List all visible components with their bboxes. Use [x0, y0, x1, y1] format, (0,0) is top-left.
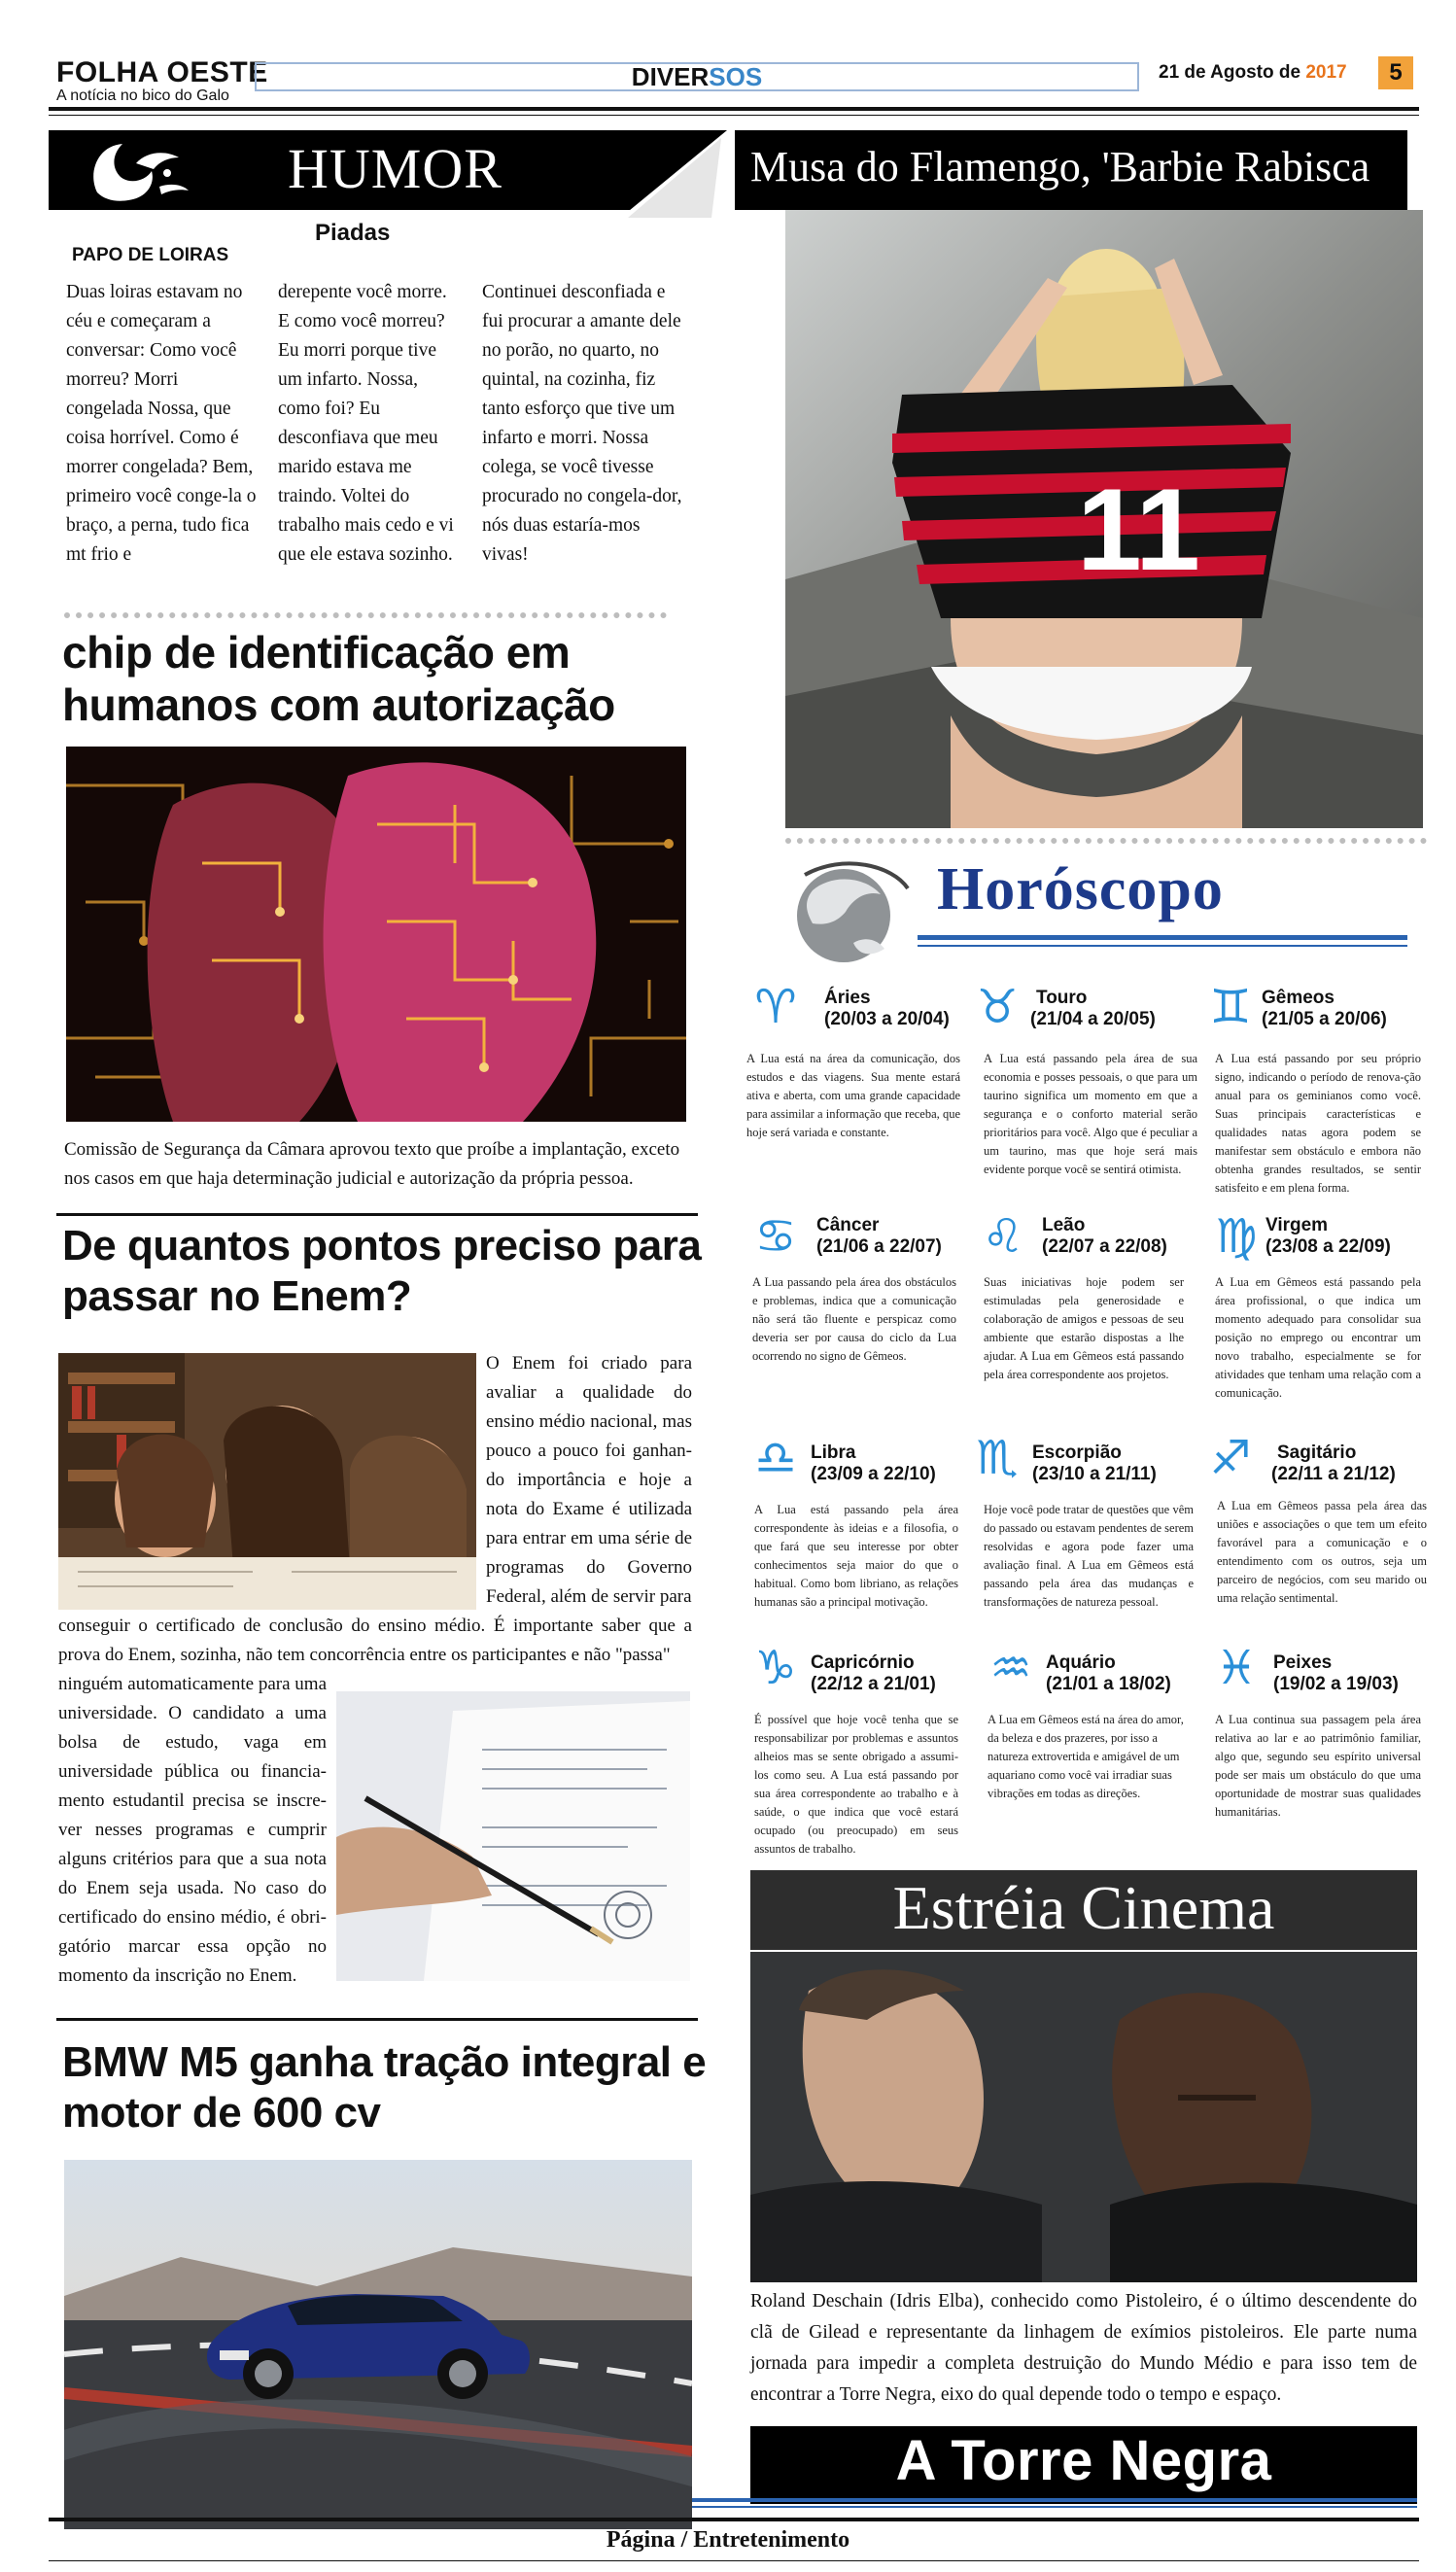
sign-text: A Lua continua sua passagem pela área relativa ao lar e ao patrimônio familiar, algo que, segundo seu espírito universal pode ser mais um obstáculo do que uma oportunidade de mostrar suas qualidades humanitárias. — [1215, 1713, 1421, 1819]
chip-rule — [56, 1213, 698, 1216]
sign-name: Capricórnio — [811, 1652, 915, 1673]
footer-label: Página / Entretenimento — [606, 2527, 850, 2553]
enem-paragraph-2: ninguém automaticamente para uma universidade. O candidato a uma bolsa de estudo, vaga em universidade pública ou financia-mento estudantil precisa se inscre-ver nesses programas e cumprir alguns critérios para que a sua nota do Enem seja usada. No caso do certificado do ensino médio, é obri-gatório marcar essa opção no momento da inscrição no Enem. — [58, 1674, 327, 1986]
issue-year: 2017 — [1305, 62, 1347, 83]
joke-title: PAPO DE LOIRAS — [72, 245, 229, 265]
chip-headline: chip de identificação em humanos com autorização — [62, 627, 615, 731]
sign-dates: (22/12 a 21/01) — [811, 1674, 936, 1694]
sign-name: Virgem — [1265, 1215, 1329, 1235]
header-rule — [49, 107, 1419, 111]
bmw-headline: BMW M5 ganha tração integral e motor de 600 cv — [62, 2038, 707, 2137]
sign-text: A Lua está passando pela área correspondente às ideias e a filosofia, o que fará que seu interesse por obter conhecimentos seja maior do que o habitual. Como bom libriano, as relações humanas são a principal motivação. — [754, 1503, 958, 1609]
footer-rule-thin — [49, 2560, 1419, 2561]
bottom-blue-rule-2 — [692, 2506, 1417, 2508]
sign-name: Escorpião — [1032, 1442, 1122, 1463]
sign-text: A Lua em Gêmeos passa pela área das uniões e associações o que tem um efeito favorável para a comunicação e o entendimento com os outros, seja um parceiro de negócios, com seu marido ou uma relação sentimental. — [1217, 1499, 1427, 1605]
horoscope-rule-2 — [918, 945, 1407, 947]
sign-dates: (21/06 a 22/07) — [816, 1236, 942, 1257]
musa-divider — [785, 838, 1427, 844]
issue-date — [1159, 62, 1347, 84]
sign-text: A Lua passando pela área dos obstáculos e problemas, indica que a comunicação não será tão fluente e perspicaz como deveria ser por causa do ciclo da Lua ocorrendo no signo de Gêmeos. — [752, 1275, 956, 1363]
section-label — [255, 62, 1139, 91]
taurus-icon: ♉ — [976, 980, 1019, 1034]
aquarius-icon: ♒ — [989, 1641, 1032, 1695]
musa-photo — [785, 210, 1423, 828]
movie-still-photo — [750, 1952, 1417, 2282]
sign-dates: (23/09 a 22/10) — [811, 1464, 936, 1484]
brand-name: FOLHA OESTE — [56, 56, 268, 88]
bmw-car-photo — [64, 2160, 692, 2529]
exam-paper-photo — [336, 1691, 690, 1981]
pisces-icon: ♓ — [1215, 1641, 1258, 1695]
enem-paragraph-1: O Enem foi criado para avaliar a qualidade do ensino médio nacional, mas pouco a pouco foi ganhan-do importância e hoje a nota do Exame é utilizada para entrar em uma série de programas do Governo Federal, além de servir para — [486, 1353, 692, 1607]
page-number: 5 — [1378, 56, 1413, 89]
sign-dates: (23/08 a 22/09) — [1265, 1236, 1391, 1257]
enem-headline: De quantos pontos preciso para passar no Enem? — [62, 1222, 702, 1320]
sagittarius-icon: ♐ — [1209, 1431, 1252, 1485]
sign-name: Peixes — [1273, 1652, 1333, 1673]
enem-students-photo — [58, 1353, 476, 1610]
leo-icon: ♌ — [982, 1209, 1024, 1264]
joke-column-1: Duas loiras estavam no céu e começaram a conversar: Como você morreu? Morri congelada Nossa, que coisa horrível. Como é morrer congelada? Bem, primeiro você conge-la o braço, a perna, tudo fica mt frio e — [66, 282, 257, 565]
scorpio-icon: ♏ — [976, 1431, 1019, 1485]
issue-date-text: 21 de Agosto de — [1159, 62, 1306, 83]
sign-name: Touro — [1036, 988, 1088, 1008]
sign-text: A Lua em Gêmeos está na área do amor, da beleza e dos prazeres, por isso a natureza extrovertida e amigável de um aquariano como você vai irradiar suas vibrações em todas as direções. — [988, 1713, 1184, 1800]
sign-text: Suas iniciativas hoje podem ser estimuladas pela generosidade e colaboração de amigos e pessoas de seu ambiente que estarão dispostas a lhe ajudar. A Lua em Gêmeos está passando pela área correspondente aos projetos. — [984, 1275, 1184, 1381]
bar-divider-slash — [618, 130, 735, 227]
capricorn-icon: ♑ — [754, 1641, 797, 1695]
header-rule-thin — [49, 115, 1419, 116]
sign-text: A Lua está passando por seu próprio signo, indicando o período de renova-ção anual para os geminianos como você. Suas principais características e qualidades natas agora podem se manifestar sem obstáculo e embora não obtenha grandes resultados, se sentir satisfeito e em plena forma. — [1215, 1052, 1421, 1195]
sign-dates: (19/02 a 19/03) — [1273, 1674, 1399, 1694]
sign-dates: (21/04 a 20/05) — [1030, 1009, 1156, 1029]
joke-column-3: Continuei desconfiada e fui procurar a amante dele no porão, no quarto, no quintal, na cozinha, fiz tanto esforço que tive um infarto e morri. Nossa colega, se você tivesse procurado no congela-dor, nós duas estaría-mos vivas! — [482, 282, 682, 565]
chip-photo — [66, 747, 686, 1122]
cancer-icon: ♋ — [754, 1209, 797, 1264]
aries-icon: ♈ — [754, 980, 797, 1034]
virgo-icon: ♍ — [1215, 1209, 1258, 1264]
svg-text:11: 11 — [1077, 465, 1200, 595]
enem-paragraph-wide: conseguir o certificado de conclusão do ensino médio. É importante saber que a prova do Enem, sozinha, não tem concorrência entre os participantes e não "passa" — [58, 1616, 692, 1665]
sign-name: Sagitário — [1277, 1442, 1357, 1463]
humor-logo-icon — [78, 134, 194, 208]
movie-title: A Torre Negra — [895, 2429, 1272, 2492]
cinema-text: Roland Deschain (Idris Elba), conhecido como Pistoleiro, é o último descendente do clã de Gilead e representante da linhagem de exímios pistoleiros. Ele parte numa jornada para impedir a completa destruição do Mundo Médio e para isso tem de encontrar a Torre Negra, eixo do qual depende todo o tempo e espaço. — [750, 2291, 1417, 2405]
enem-rule — [56, 2018, 698, 2021]
musa-title: Musa do Flamengo, 'Barbie Rabisca — [750, 143, 1370, 191]
horoscope-title: Horóscopo — [937, 856, 1224, 922]
sign-text: A Lua em Gêmeos está passando pela área profissional, o que indica um momento adequado para consolidar sua posição no emprego ou encontrar um novo trabalho, especialmente se for atividades que tenham uma relação com a comunicação. — [1215, 1275, 1421, 1400]
sign-name: Áries — [824, 988, 871, 1008]
section-label-part1: DIVER — [631, 61, 710, 91]
joke-column-2: derepente você morre. E como você morreu? Eu morri porque tive um infarto. Nossa, como foi? Eu desconfiava que meu marido estava me traindo. Voltei do trabalho mais cedo e vi que ele estava sozinho. — [278, 282, 454, 565]
section-label-part2: SOS — [709, 61, 763, 91]
sign-text: A Lua está passando pela área de sua economia e posses pessoais, o que para um taurino significa um momento em que a segurança e o conforto material serão prioritários para você. Algo que é peculiar a um taurino, mas que hoje será mais evidente porque você se sentirá otimista. — [984, 1052, 1197, 1176]
horoscope-globe-icon — [785, 855, 912, 968]
sign-text: É possível que hoje você tenha que se responsabilizar por problemas e assuntos alheios mas se sente obrigado a assumi-los como seu. A Lua está passando por sua área correspondente ao trabalho e à saúde, o que indica que você estará ocupado (ou preocupado) em seus assuntos de trabalho. — [754, 1713, 958, 1856]
brand-slogan: A notícia no bico do Galo — [56, 87, 229, 104]
humor-subheading: Piadas — [315, 220, 391, 246]
sign-dates: (23/10 a 21/11) — [1032, 1464, 1157, 1484]
sign-name: Aquário — [1046, 1652, 1116, 1673]
horoscope-rule-1 — [918, 935, 1407, 940]
sign-dates: (22/11 a 21/12) — [1271, 1464, 1396, 1484]
humor-title: HUMOR — [288, 137, 503, 200]
sign-text: Hoje você pode tratar de questões que vêm do passado ou estavam pendentes de serem resolvidas e agora pode fazer uma avaliação final. A Lua em Gêmeos está passando pela área das mudanças e transformações de natureza pessoal. — [984, 1503, 1194, 1609]
bottom-blue-rule-1 — [692, 2498, 1417, 2502]
sign-dates: (20/03 a 20/04) — [824, 1009, 950, 1029]
cinema-title: Estréia Cinema — [892, 1873, 1275, 1942]
sign-dates: (21/05 a 20/06) — [1262, 1009, 1387, 1029]
humor-divider — [64, 612, 667, 618]
sign-name: Câncer — [816, 1215, 880, 1235]
sign-dates: (21/01 a 18/02) — [1046, 1674, 1171, 1694]
footer-rule — [49, 2518, 1419, 2521]
sign-name: Libra — [811, 1442, 856, 1463]
sign-name: Leão — [1042, 1215, 1086, 1235]
chip-caption: Comissão de Segurança da Câmara aprovou texto que proíbe a implantação, exceto nos casos em que haja determinação judicial e autorização da própria pessoa. — [64, 1139, 680, 1189]
sign-dates: (22/07 a 22/08) — [1042, 1236, 1167, 1257]
sign-text: A Lua está na área da comunicação, dos estudos e das viagens. Sua mente estará ativa e aberta, com uma grande capacidade para assimilar a informação que receba, que hoje será variada e constante. — [746, 1052, 960, 1139]
sign-name: Gêmeos — [1262, 988, 1335, 1008]
gemini-icon: ♊ — [1209, 980, 1252, 1034]
libra-icon: ♎ — [754, 1431, 797, 1485]
